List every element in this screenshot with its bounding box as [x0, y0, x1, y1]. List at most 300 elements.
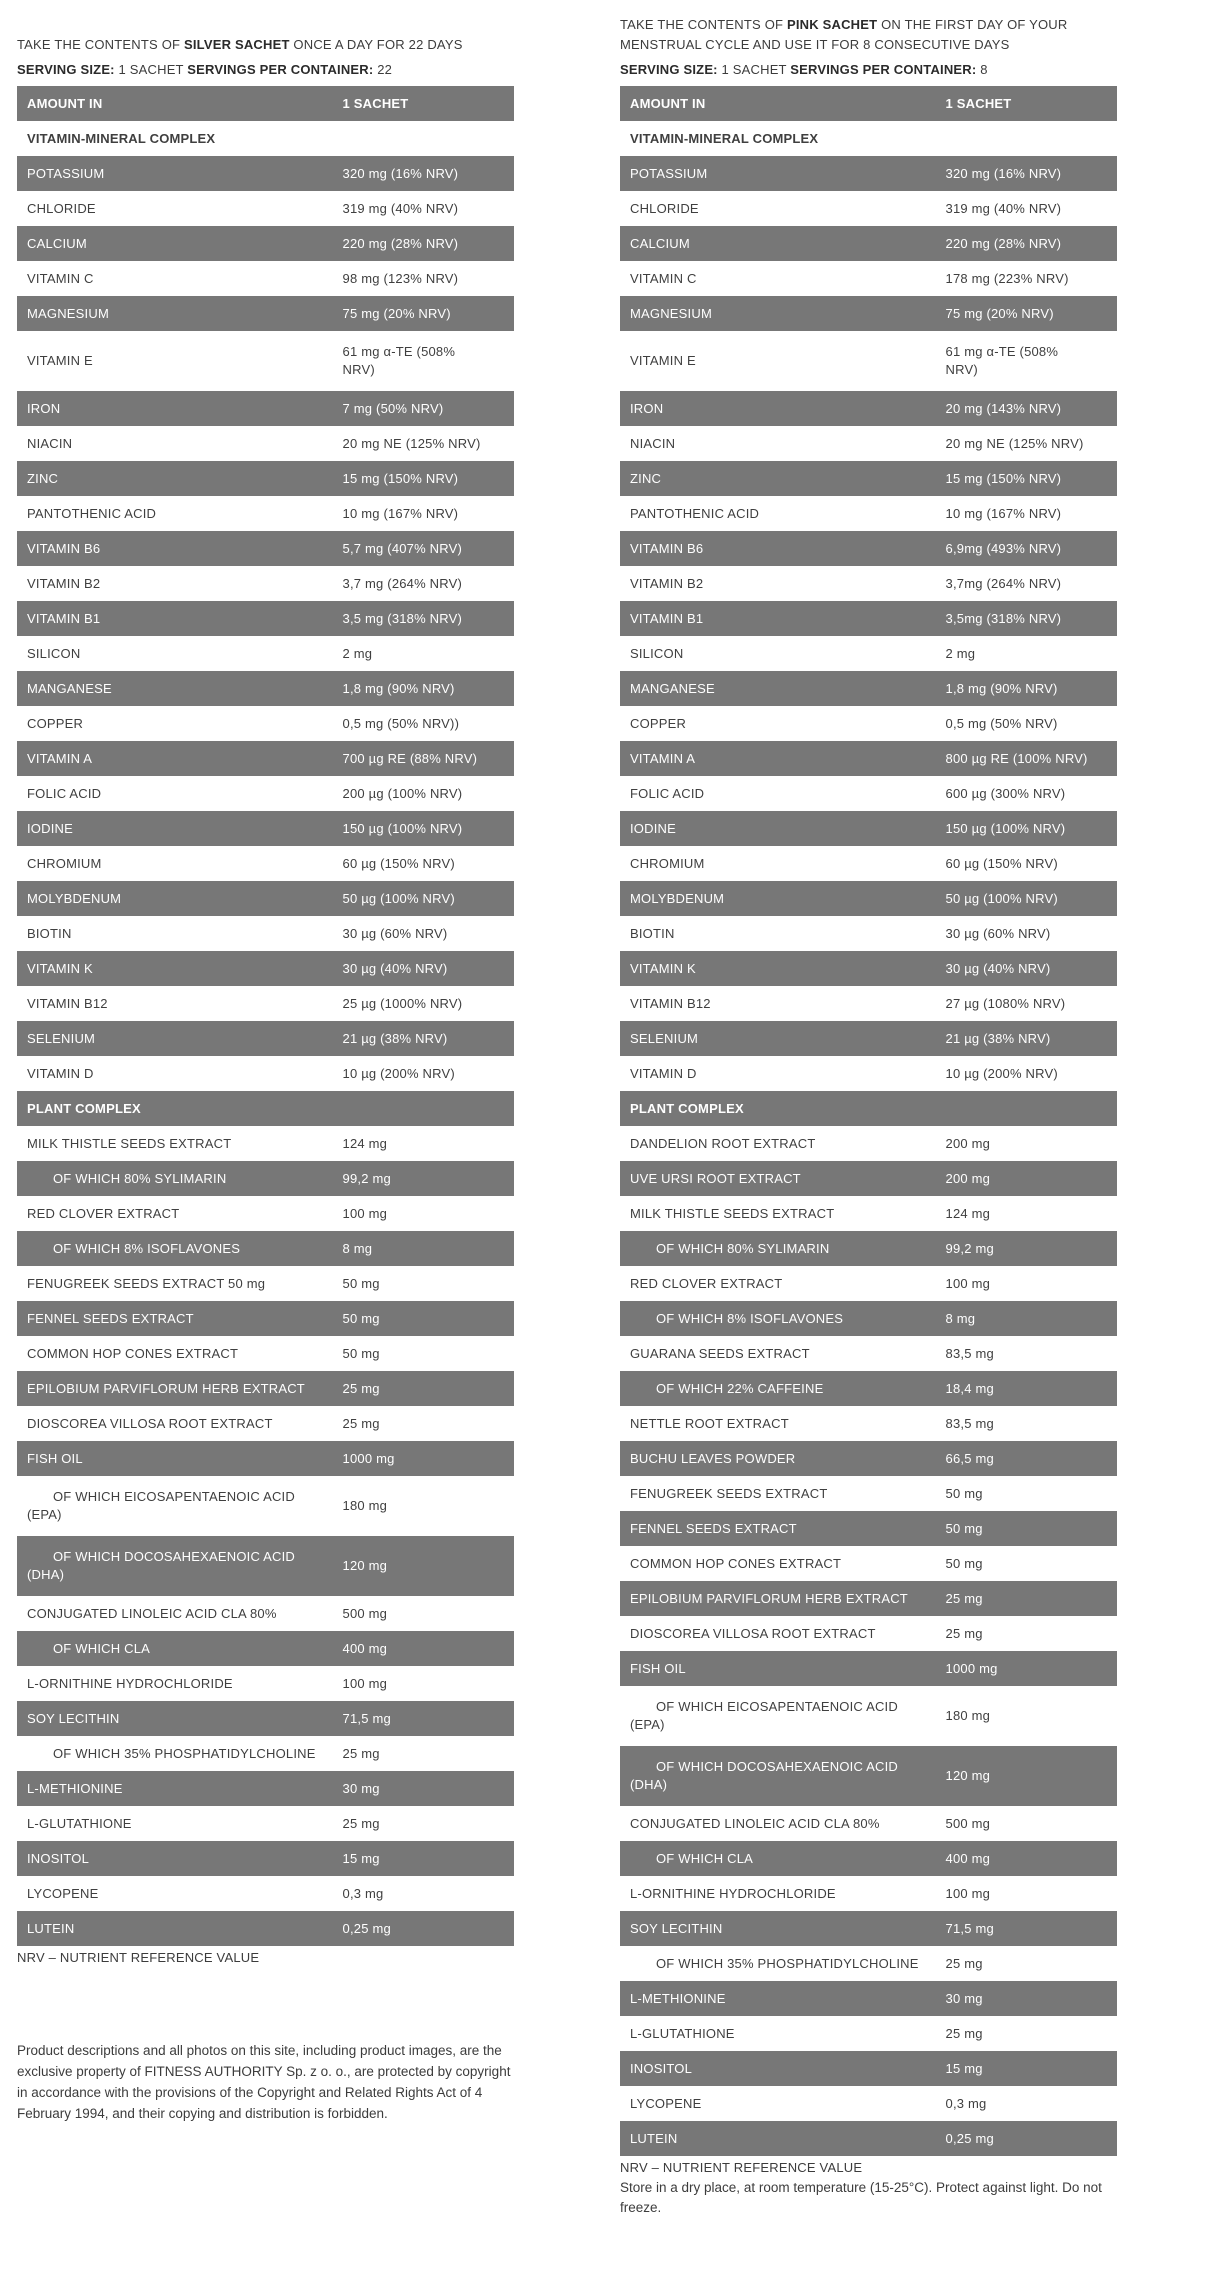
nutrient-label: CHROMIUM [630, 855, 705, 871]
table-row [620, 1301, 1117, 1336]
nutrient-label: EPILOBIUM PARVIFLORUM HERB EXTRACT [630, 1590, 908, 1606]
table-row [620, 1231, 1117, 1266]
nutrient-label: IRON [27, 400, 61, 416]
table-row [620, 261, 1117, 296]
table-row [620, 706, 1117, 741]
nutrient-label: OF WHICH 8% ISOFLAVONES [53, 1240, 241, 1256]
nutrient-label: COPPER [630, 715, 687, 731]
nutrient-value: 50 mg [945, 1520, 983, 1536]
nutrient-value: 15 mg [342, 1850, 380, 1866]
nutrient-label: POTASSIUM [630, 165, 708, 181]
nutrient-value: 20 mg (143% NRV) [945, 400, 1062, 416]
nutrient-value: 20 mg NE (125% NRV) [342, 435, 481, 451]
table-row [620, 1371, 1117, 1406]
nutrient-label: SILICON [27, 645, 81, 661]
nutrient-label: MAGNESIUM [630, 305, 712, 321]
silver-sachet-column [17, 8, 514, 2219]
nutrient-value: 319 mg (40% NRV) [342, 200, 459, 216]
table-row [17, 1021, 514, 1056]
nutrient-value: 25 mg [945, 1590, 983, 1606]
nutrient-value: 0,3 mg [945, 2095, 987, 2111]
dosage-text-suffix: ONCE A DAY FOR 22 DAYS [289, 36, 463, 52]
nutrient-value: 61 mg α-TE (508% NRV) [342, 344, 456, 377]
nutrient-value: 75 mg (20% NRV) [945, 305, 1054, 321]
dosage-instruction-silver [17, 8, 514, 54]
nutrient-value: 8 mg [342, 1240, 373, 1256]
table-row [17, 881, 514, 916]
table-row [620, 601, 1117, 636]
table-row [17, 156, 514, 191]
nutrient-label: INOSITOL [630, 2060, 693, 2076]
table-row [17, 1911, 514, 1946]
sachet-name-highlight: PINK SACHET [786, 17, 878, 32]
nutrient-value: 10 mg (167% NRV) [342, 505, 459, 521]
table-row [17, 706, 514, 741]
table-row [17, 496, 514, 531]
nutrient-label: MAGNESIUM [27, 305, 109, 321]
nutrient-label: VITAMIN B1 [630, 610, 704, 626]
nutrient-value: 1000 mg [945, 1660, 998, 1676]
table-row [620, 1021, 1117, 1056]
table-row [17, 601, 514, 636]
nutrient-label: VITAMIN A [27, 750, 93, 766]
table-row [17, 1631, 514, 1666]
table-row [620, 531, 1117, 566]
nutrient-value: 99,2 mg [945, 1240, 994, 1256]
nutrient-value: 220 mg (28% NRV) [945, 235, 1062, 251]
table-row [620, 846, 1117, 881]
table-row [17, 776, 514, 811]
table-row [620, 881, 1117, 916]
table-row [620, 1511, 1117, 1546]
nutrient-label: VITAMIN C [27, 270, 94, 286]
table-row [17, 951, 514, 986]
nutrient-label: IODINE [27, 820, 73, 836]
nutrient-value: 220 mg (28% NRV) [342, 235, 459, 251]
table-row [620, 776, 1117, 811]
nutrient-label: FISH OIL [27, 1450, 83, 1466]
section-title-row [620, 1091, 1117, 1126]
table-row [17, 1771, 514, 1806]
nutrient-label: IRON [630, 400, 664, 416]
section-title: VITAMIN-MINERAL COMPLEX [630, 130, 819, 146]
table-row [17, 1596, 514, 1631]
table-row [17, 1666, 514, 1701]
nutrient-label: PANTOTHENIC ACID [630, 505, 760, 521]
nutrient-label: EPILOBIUM PARVIFLORUM HERB EXTRACT [27, 1380, 305, 1396]
nutrient-label: COMMON HOP CONES EXTRACT [630, 1555, 842, 1571]
table-row [620, 296, 1117, 331]
nutrient-label: RED CLOVER EXTRACT [27, 1205, 180, 1221]
serving-size-label: SERVING SIZE: [17, 62, 115, 77]
nutrient-value: 50 mg [342, 1310, 380, 1326]
nutrient-value: 30 mg [945, 1990, 983, 2006]
nutrient-label: L-ORNITHINE HYDROCHLORIDE [27, 1675, 233, 1691]
nutrient-value: 1,8 mg (90% NRV) [945, 680, 1058, 696]
nutrient-label: LYCOPENE [27, 1885, 99, 1901]
table-row [620, 1686, 1117, 1746]
nutrient-label: VITAMIN B12 [630, 995, 711, 1011]
table-row [620, 191, 1117, 226]
nutrient-label: VITAMIN K [630, 960, 696, 976]
nutrient-value: 3,7 mg (264% NRV) [342, 575, 463, 591]
table-row [620, 741, 1117, 776]
nutrient-label: FENNEL SEEDS EXTRACT [27, 1310, 194, 1326]
nutrient-label: CHLORIDE [27, 200, 96, 216]
nutrient-value: 60 µg (150% NRV) [342, 855, 455, 871]
table-row [17, 1406, 514, 1441]
nutrient-value: 150 µg (100% NRV) [945, 820, 1066, 836]
nutrient-label: VITAMIN B12 [27, 995, 108, 1011]
nutrient-label: BUCHU LEAVES POWDER [630, 1450, 796, 1466]
table-row [620, 1616, 1117, 1651]
nutrient-value: 320 mg (16% NRV) [945, 165, 1062, 181]
nutrient-label: BIOTIN [27, 925, 72, 941]
nutrient-value: 400 mg [945, 1850, 991, 1866]
nutrient-label: OF WHICH 80% SYLIMARIN [656, 1240, 830, 1256]
table-row [17, 986, 514, 1021]
table-row [17, 1876, 514, 1911]
servings-per-container-label: SERVINGS PER CONTAINER: [187, 62, 374, 77]
dosage-text-prefix: TAKE THE CONTENTS OF [620, 17, 787, 32]
nutrient-value: 30 mg [342, 1780, 380, 1796]
nutrient-value: 15 mg (150% NRV) [945, 470, 1062, 486]
nutrient-label: CALCIUM [27, 235, 87, 251]
nutrient-label: VITAMIN E [630, 353, 696, 369]
section-title: PLANT COMPLEX [630, 1100, 744, 1116]
nutrient-label: FISH OIL [630, 1660, 686, 1676]
nutrient-value: 25 mg [342, 1745, 380, 1761]
table-row [620, 2121, 1117, 2156]
nutrient-label: VITAMIN K [27, 960, 93, 976]
nutrient-value: 3,5mg (318% NRV) [945, 610, 1062, 626]
nutrient-value: 2 mg [945, 645, 976, 661]
table-row [620, 226, 1117, 261]
nrv-footnote: NRV – NUTRIENT REFERENCE VALUE [17, 1950, 260, 1965]
nutrient-label: OF WHICH 8% ISOFLAVONES [656, 1310, 844, 1326]
amount-in-header: AMOUNT IN [630, 95, 706, 111]
table-row [620, 496, 1117, 531]
nutrient-value: 600 µg (300% NRV) [945, 785, 1066, 801]
nutrient-value: 50 µg (100% NRV) [342, 890, 455, 906]
nutrient-label: NIACIN [27, 435, 73, 451]
nutrient-value: 178 mg (223% NRV) [945, 270, 1069, 286]
nutrient-value: 0,25 mg [945, 2130, 994, 2146]
nutrient-value: 1000 mg [342, 1450, 395, 1466]
nutrient-label: DANDELION ROOT EXTRACT [630, 1135, 816, 1151]
nutrient-label: VITAMIN D [27, 1065, 94, 1081]
servings-per-container-label: SERVINGS PER CONTAINER: [790, 62, 977, 77]
nutrient-label: CONJUGATED LINOLEIC ACID CLA 80% [630, 1815, 880, 1831]
nutrient-label: OF WHICH DOCOSAHEXAENOIC ACID (DHA) [27, 1549, 295, 1582]
nutrient-value: 50 mg [342, 1345, 380, 1361]
table-row [17, 1806, 514, 1841]
nutrient-value: 15 mg [945, 2060, 983, 2076]
table-row [17, 1371, 514, 1406]
nutrient-label: MILK THISTLE SEEDS EXTRACT [27, 1135, 232, 1151]
table-header-row [620, 86, 1117, 121]
table-row [620, 1876, 1117, 1911]
table-row [620, 671, 1117, 706]
table-row [17, 1056, 514, 1091]
nutrient-value: 500 mg [945, 1815, 991, 1831]
table-row [620, 1196, 1117, 1231]
dosage-text-prefix: TAKE THE CONTENTS OF [17, 36, 184, 52]
nutrient-label: IODINE [630, 820, 676, 836]
table-row [620, 1841, 1117, 1876]
section-title-row [17, 1091, 514, 1126]
table-row [17, 1196, 514, 1231]
nutrient-value: 0,5 mg (50% NRV)) [342, 715, 460, 731]
nutrient-label: RED CLOVER EXTRACT [630, 1275, 783, 1291]
nutrient-value: 6,9mg (493% NRV) [945, 540, 1062, 556]
nutrient-label: FENNEL SEEDS EXTRACT [630, 1520, 797, 1536]
table-row [620, 811, 1117, 846]
nutrient-label: CHLORIDE [630, 200, 699, 216]
nutrient-label: COMMON HOP CONES EXTRACT [27, 1345, 239, 1361]
table-row [17, 741, 514, 776]
nutrient-label: OF WHICH 22% CAFFEINE [656, 1380, 824, 1396]
serving-info-pink [620, 62, 1117, 77]
table-row [620, 426, 1117, 461]
nrv-footnote: NRV – NUTRIENT REFERENCE VALUE [620, 2160, 863, 2175]
table-row [17, 1441, 514, 1476]
nutrient-value: 120 mg [342, 1558, 388, 1574]
table-row [620, 391, 1117, 426]
nutrient-value: 25 mg [342, 1380, 380, 1396]
nutrient-value: 25 mg [342, 1415, 380, 1431]
nutrient-value: 98 mg (123% NRV) [342, 270, 459, 286]
serving-size-label: SERVING SIZE: [620, 62, 718, 77]
table-row [17, 261, 514, 296]
nutrient-value: 50 mg [945, 1555, 983, 1571]
nutrient-value: 3,5 mg (318% NRV) [342, 610, 463, 626]
table-row [17, 636, 514, 671]
table-row [17, 461, 514, 496]
table-row [620, 1441, 1117, 1476]
table-row [17, 1476, 514, 1536]
nutrient-value: 200 mg [945, 1135, 991, 1151]
table-row [620, 1946, 1117, 1981]
table-row [17, 846, 514, 881]
nutrient-value: 100 mg [945, 1275, 991, 1291]
table-row [17, 1701, 514, 1736]
table-row [17, 1336, 514, 1371]
nutrient-value: 0,5 mg (50% NRV) [945, 715, 1058, 731]
table-row [620, 636, 1117, 671]
nutrient-value: 180 mg [945, 1708, 991, 1724]
table-row [17, 811, 514, 846]
table-row [620, 331, 1117, 391]
nutrient-value: 10 µg (200% NRV) [342, 1065, 455, 1081]
nutrient-label: FENUGREEK SEEDS EXTRACT [630, 1485, 828, 1501]
table-row [620, 1126, 1117, 1161]
servings-per-container-value: 8 [980, 62, 988, 77]
nutrient-label: NIACIN [630, 435, 676, 451]
nutrient-value: 71,5 mg [342, 1710, 391, 1726]
table-row [620, 1581, 1117, 1616]
nutrient-value: 20 mg NE (125% NRV) [945, 435, 1084, 451]
table-row [17, 1736, 514, 1771]
table-row [620, 1161, 1117, 1196]
nutrient-label: MANGANESE [630, 680, 715, 696]
nutrient-value: 30 µg (40% NRV) [342, 960, 448, 976]
nutrient-value: 2 mg [342, 645, 373, 661]
nutrition-table-silver [17, 86, 514, 1946]
nutrient-label: L-METHIONINE [27, 1780, 123, 1796]
nutrient-value: 0,25 mg [342, 1920, 391, 1936]
table-row [17, 531, 514, 566]
nutrient-label: CALCIUM [630, 235, 690, 251]
dosage-instruction-pink [620, 8, 1117, 54]
nutrient-value: 180 mg [342, 1498, 388, 1514]
nutrient-label: CONJUGATED LINOLEIC ACID CLA 80% [27, 1605, 277, 1621]
nutrient-label: VITAMIN B6 [27, 540, 101, 556]
table-row [17, 1841, 514, 1876]
nutrient-label: GUARANA SEEDS EXTRACT [630, 1345, 810, 1361]
nutrient-label: SILICON [630, 645, 684, 661]
table-row [620, 1056, 1117, 1091]
table-row [620, 1746, 1117, 1806]
table-row [620, 986, 1117, 1021]
servings-per-container-value: 22 [377, 62, 393, 77]
table-row [17, 296, 514, 331]
section-title-row [620, 121, 1117, 156]
nutrient-value: 75 mg (20% NRV) [342, 305, 451, 321]
nutrient-label: OF WHICH EICOSAPENTAENOIC ACID (EPA) [27, 1489, 295, 1522]
nutrient-label: VITAMIN B2 [27, 575, 101, 591]
nutrient-value: 100 mg [945, 1885, 991, 1901]
section-title: VITAMIN-MINERAL COMPLEX [27, 130, 216, 146]
nutrient-value: 200 µg (100% NRV) [342, 785, 463, 801]
nutrient-label: L-METHIONINE [630, 1990, 726, 2006]
table-row [17, 1536, 514, 1596]
nutrient-value: 3,7mg (264% NRV) [945, 575, 1062, 591]
section-title: PLANT COMPLEX [27, 1100, 141, 1116]
nutrient-label: DIOSCOREA VILLOSA ROOT EXTRACT [630, 1625, 876, 1641]
nutrient-label: FOLIC ACID [27, 785, 102, 801]
nutrient-label: MOLYBDENUM [27, 890, 122, 906]
nutrient-label: OF WHICH 35% PHOSPHATIDYLCHOLINE [53, 1745, 316, 1761]
table-row [620, 951, 1117, 986]
nutrient-label: VITAMIN D [630, 1065, 697, 1081]
nutrient-label: OF WHICH DOCOSAHEXAENOIC ACID (DHA) [630, 1759, 898, 1792]
nutrient-label: OF WHICH EICOSAPENTAENOIC ACID (EPA) [630, 1699, 898, 1732]
table-row [620, 461, 1117, 496]
nutrient-label: VITAMIN E [27, 353, 93, 369]
nutrient-value: 10 µg (200% NRV) [945, 1065, 1058, 1081]
nutrient-value: 27 µg (1080% NRV) [945, 995, 1066, 1011]
pink-sachet-column [620, 8, 1117, 2219]
nutrient-label: L-ORNITHINE HYDROCHLORIDE [630, 1885, 836, 1901]
table-row [620, 1911, 1117, 1946]
nutrient-value: 50 mg [342, 1275, 380, 1291]
nutrient-value: 25 µg (1000% NRV) [342, 995, 463, 1011]
table-row [17, 1126, 514, 1161]
nutrient-value: 25 mg [945, 2025, 983, 2041]
table-row [620, 1476, 1117, 1511]
nutrient-value: 18,4 mg [945, 1380, 994, 1396]
nutrient-label: FOLIC ACID [630, 785, 705, 801]
table-row [620, 156, 1117, 191]
nutrient-label: BIOTIN [630, 925, 675, 941]
per-serving-header: 1 SACHET [342, 95, 409, 111]
nutrient-value: 100 mg [342, 1205, 388, 1221]
nutrient-label: VITAMIN A [630, 750, 696, 766]
nutrient-value: 124 mg [342, 1135, 388, 1151]
nutrient-value: 99,2 mg [342, 1170, 391, 1186]
nutrition-table-pink [620, 86, 1117, 2156]
table-row [17, 1161, 514, 1196]
table-row [620, 1336, 1117, 1371]
table-row [620, 1266, 1117, 1301]
nutrient-label: VITAMIN B2 [630, 575, 704, 591]
nutrient-label: FENUGREEK SEEDS EXTRACT 50 mg [27, 1275, 266, 1291]
section-title-row [17, 121, 514, 156]
serving-size-value: 1 SACHET [118, 62, 184, 77]
table-row [17, 426, 514, 461]
per-serving-header: 1 SACHET [945, 95, 1012, 111]
nutrient-value: 700 µg RE (88% NRV) [342, 750, 478, 766]
sachet-name-highlight: SILVER SACHET [183, 36, 290, 52]
nutrient-value: 15 mg (150% NRV) [342, 470, 459, 486]
amount-in-header: AMOUNT IN [27, 95, 103, 111]
nutrient-label: OF WHICH 35% PHOSPHATIDYLCHOLINE [656, 1955, 919, 1971]
nutrient-value: 8 mg [945, 1310, 976, 1326]
table-row [620, 916, 1117, 951]
table-row [17, 1231, 514, 1266]
nutrient-label: L-GLUTATHIONE [27, 1815, 132, 1831]
nutrient-value: 50 µg (100% NRV) [945, 890, 1058, 906]
nutrient-label: UVE URSI ROOT EXTRACT [630, 1170, 801, 1186]
nutrient-value: 7 mg (50% NRV) [342, 400, 444, 416]
table-row [620, 1406, 1117, 1441]
nutrient-value: 5,7 mg (407% NRV) [342, 540, 463, 556]
nutrient-value: 83,5 mg [945, 1345, 994, 1361]
copyright-notice: Product descriptions and all photos on this site, including product images, are the exclusive property of FITNESS AUTHORITY Sp. z o. o., are protected by copyright in accordance with the provisions of the Copyright and Related Rights Act of 4 February 1994, and their copying and distribution is forbidden. [17, 2043, 511, 2121]
serving-info-silver [17, 62, 514, 77]
nutrient-value: 21 µg (38% NRV) [342, 1030, 448, 1046]
nutrient-value: 500 mg [342, 1605, 388, 1621]
nutrient-label: SOY LECITHIN [27, 1710, 120, 1726]
nutrient-value: 30 µg (60% NRV) [945, 925, 1051, 941]
nutrient-value: 25 mg [342, 1815, 380, 1831]
nutrient-label: COPPER [27, 715, 84, 731]
nutrient-label: ZINC [630, 470, 662, 486]
nutrient-value: 21 µg (38% NRV) [945, 1030, 1051, 1046]
nutrient-value: 66,5 mg [945, 1450, 994, 1466]
nutrient-label: SOY LECITHIN [630, 1920, 723, 1936]
table-row [620, 2016, 1117, 2051]
table-row [17, 391, 514, 426]
nutrient-label: VITAMIN B1 [27, 610, 101, 626]
nutrient-label: LUTEIN [27, 1920, 75, 1936]
nutrient-value: 61 mg α-TE (508% NRV) [945, 344, 1059, 377]
table-row [17, 566, 514, 601]
nutrient-label: OF WHICH CLA [656, 1850, 754, 1866]
nutrient-value: 200 mg [945, 1170, 991, 1186]
table-row [17, 916, 514, 951]
table-row [17, 191, 514, 226]
table-row [620, 2086, 1117, 2121]
table-row [17, 1301, 514, 1336]
nutrient-value: 150 µg (100% NRV) [342, 820, 463, 836]
nutrient-value: 25 mg [945, 1955, 983, 1971]
nutrient-label: SELENIUM [630, 1030, 699, 1046]
table-row [620, 1981, 1117, 2016]
nutrient-value: 30 µg (40% NRV) [945, 960, 1051, 976]
nutrient-label: ZINC [27, 470, 59, 486]
